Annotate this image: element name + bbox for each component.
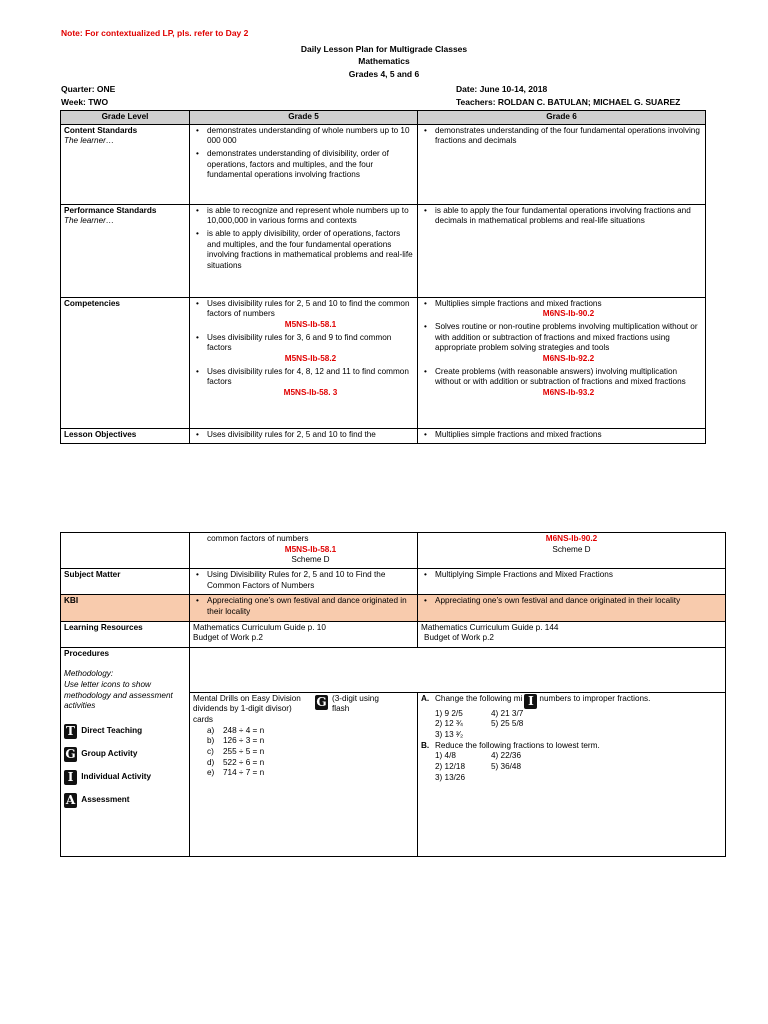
letter-g-icon: G xyxy=(65,746,76,761)
procedures-label: Procedures xyxy=(64,648,110,658)
content-standards-grade-6 xyxy=(418,124,706,204)
performance-standards-label: Performance Standards The learner… xyxy=(61,204,190,297)
content-standards-row xyxy=(61,124,706,204)
objectives-continued-row xyxy=(61,533,726,569)
list-item: • Uses divisibility rules for 2, 5 and 10 to find the xyxy=(207,430,414,441)
list-item: 1) 9 2/5 4) 21 3/7 xyxy=(435,708,524,718)
document-title: Daily Lesson Plan for Multigrade Classes xyxy=(300,44,468,54)
teachers-label: Teachers: ROLDAN C. BATULAN; MICHAEL G. SUAREZ xyxy=(456,97,681,107)
lesson-plan-table-1 xyxy=(60,110,706,444)
list-item: • Multiplying Simple Fractions and Mixed Fractions xyxy=(435,570,722,581)
letter-a-icon: A xyxy=(65,792,76,807)
document-subject: Mathematics xyxy=(358,56,410,66)
competencies-label: Competencies xyxy=(61,297,190,428)
procedures-cell xyxy=(61,647,190,856)
header-grade-5: Grade 5 xyxy=(190,111,418,125)
letter-t-icon: T xyxy=(64,724,77,739)
lesson-objectives-row xyxy=(61,428,706,444)
lesson-plan-table-2 xyxy=(60,532,726,857)
list-item: • Solves routine or non-routine problems involving multiplication without or with addition or subtraction of fractions and mixed fractions using appropriate problem solving strategies and tools M6NS-Ib-92.2 xyxy=(435,322,702,365)
list-item: d) 522 ÷ 6 = n xyxy=(207,757,265,767)
content-standards-grade-5 xyxy=(190,124,418,204)
list-item: • Appreciating one’s own festival and dance originated in their locality xyxy=(435,596,722,607)
competency-code: M5NS-Ib-58. 3 xyxy=(283,387,338,397)
content-standards-label: Content Standards The learner… xyxy=(61,124,190,204)
subject-matter-grade-5 xyxy=(190,569,418,595)
kbi-grade-6 xyxy=(418,595,726,621)
competency-code: M5NS-Ib-58.1 xyxy=(284,319,337,329)
competencies-row xyxy=(61,297,706,428)
list-item: a) 248 ÷ 4 = n xyxy=(207,725,265,735)
lesson-objectives-grade-6 xyxy=(418,428,706,444)
list-item: 2) 12/18 5) 36/48 xyxy=(435,761,522,771)
competency-code: M6NS-Ib-93.2 xyxy=(542,387,595,397)
list-item: c) 255 ÷ 5 = n xyxy=(207,746,265,756)
date-label: Date: June 10-14, 2018 xyxy=(456,84,548,94)
letter-i-icon: I xyxy=(524,694,537,709)
kbi-grade-5 xyxy=(190,595,418,621)
legend-assessment: A Assessment xyxy=(65,792,130,807)
list-item: • Uses divisibility rules for 3, 6 and 9 to find common factors M5NS-Ib-58.2 xyxy=(207,333,414,365)
learning-resources-grade-6: Mathematics Curriculum Guide p. 144 Budget of Work p.2 xyxy=(418,621,726,647)
list-item: • demonstrates understanding of the four fundamental operations involving fractions and decimals xyxy=(435,126,702,147)
list-item: 2) 12 ¾ 5) 25 5/8 xyxy=(435,719,524,729)
list-item: e) 714 ÷ 7 = n xyxy=(207,768,265,778)
scheme-label: Scheme D xyxy=(552,544,591,554)
list-item: 1) 4/8 4) 22/36 xyxy=(435,751,522,761)
scheme-label: Scheme D xyxy=(291,555,330,565)
competencies-grade-6 xyxy=(418,297,706,428)
header-grade-6: Grade 6 xyxy=(418,111,706,125)
performance-standards-row xyxy=(61,204,706,297)
letter-i-icon: I xyxy=(64,770,77,785)
list-item: 3) 13 ³⁄₂ xyxy=(435,729,464,739)
lesson-objectives-grade-5 xyxy=(190,428,418,444)
learning-resources-label: Learning Resources xyxy=(61,621,190,647)
letter-g-icon: G xyxy=(316,694,327,709)
performance-standards-grade-5 xyxy=(190,204,418,297)
subject-matter-row xyxy=(61,569,726,595)
legend-group-activity: G Group Activity xyxy=(65,746,138,761)
week-label: Week: TWO xyxy=(61,97,109,107)
list-item: b) 126 ÷ 3 = n xyxy=(207,736,265,746)
objectives-continued-grade-5: common factors of numbers M5NS-Ib-58.1 Scheme D xyxy=(190,533,418,569)
methodology-label: Methodology: xyxy=(64,669,114,679)
methodology-note: Use letter icons to show methodology and assessment activities xyxy=(64,679,173,711)
competency-code: M5NS-Ib-58.2 xyxy=(284,353,337,363)
performance-standards-grade-6 xyxy=(418,204,706,297)
document-grades: Grades 4, 5 and 6 xyxy=(348,69,420,79)
kbi-row xyxy=(61,595,726,621)
contextualized-note: Note: For contextualized LP, pls. refer to Day 2 xyxy=(61,28,249,38)
competencies-grade-5 xyxy=(190,297,418,428)
list-item: • Create problems (with reasonable answers) involving multiplication without or with addition or subtraction of fractions and mixed fractions M6NS-Ib-93.2 xyxy=(435,367,702,399)
learning-resources-row xyxy=(61,621,726,647)
subject-matter-grade-6 xyxy=(418,569,726,595)
list-item: 3) 13/26 xyxy=(435,772,466,782)
list-item: • demonstrates understanding of whole numbers up to 10 000 000 xyxy=(207,126,414,147)
list-item: • Uses divisibility rules for 2, 5 and 10 to find the common factors of numbers M5NS-Ib-58.1 xyxy=(207,299,414,331)
subject-matter-label: Subject Matter xyxy=(61,569,190,595)
lesson-objectives-label: Lesson Objectives xyxy=(61,428,190,444)
quarter-label: Quarter: ONE xyxy=(61,84,116,94)
competency-code: M6NS-Ib-90.2 xyxy=(545,534,598,543)
competency-code: M5NS-Ib-58.1 xyxy=(284,544,337,554)
procedures-row xyxy=(61,647,726,692)
list-item: • Multiplies simple fractions and mixed fractions xyxy=(435,430,702,441)
list-item: • demonstrates understanding of divisibility, order of operations, factors and multiples, and the four fundamental operations involving fractions xyxy=(207,149,414,181)
list-item: • is able to apply divisibility, order of operations, factors and multiples, and the four fundamental operations involving fractions in mathematical problems and real-life situations xyxy=(207,229,414,272)
kbi-label: KBI xyxy=(61,595,190,621)
competency-code: M6NS-Ib-90.2 xyxy=(542,309,595,319)
list-item: • is able to apply the four fundamental operations involving fractions and decimals in mathematical problems and real-life situations xyxy=(435,206,702,227)
list-item: • Uses divisibility rules for 4, 8, 12 and 11 to find common factors M5NS-Ib-58. 3 xyxy=(207,367,414,399)
list-item: • Multiplies simple fractions and mixed fractions M6NS-Ib-90.2 xyxy=(435,299,702,320)
fractions-activity-grade-6: A. Change the following mi I numbers to improper fractions. 1) 9 2/5 4) 21 3/7 2) 12 ¾ 5) 25 5/8 3) 13 ³⁄₂ B. Reduce the following fractions to lowest term. 1) 4/8 4) 22/36 2) 12/18 5) 36/48 3) 13/26 xyxy=(418,692,726,856)
objectives-continued-grade-6 xyxy=(418,533,726,569)
list-item: • Appreciating one’s own festival and dance originated in their locality xyxy=(207,596,414,617)
header-grade-level: Grade Level xyxy=(61,111,190,125)
competency-code: M6NS-Ib-92.2 xyxy=(542,353,595,363)
mental-drills-grade-5: Mental Drills on Easy Division dividends by 1-digit divisor) G (3-digit using flash cards a) 248 ÷ 4 = n b) 126 ÷ 3 = n c) 255 ÷ 5 = n d) 522 ÷ 6 = n e) 714 ÷ 7 = n xyxy=(190,692,418,856)
legend-individual-activity: I Individual Activity xyxy=(64,770,186,785)
learning-resources-grade-5: Mathematics Curriculum Guide p. 10 Budget of Work p.2 xyxy=(190,621,418,647)
list-item: • Using Divisibility Rules for 2, 5 and 10 to Find the Common Factors of Numbers xyxy=(207,570,414,591)
legend-direct-teaching: T Direct Teaching xyxy=(64,724,186,739)
list-item: • is able to recognize and represent whole numbers up to 10,000,000 in various forms and contexts xyxy=(207,206,414,227)
